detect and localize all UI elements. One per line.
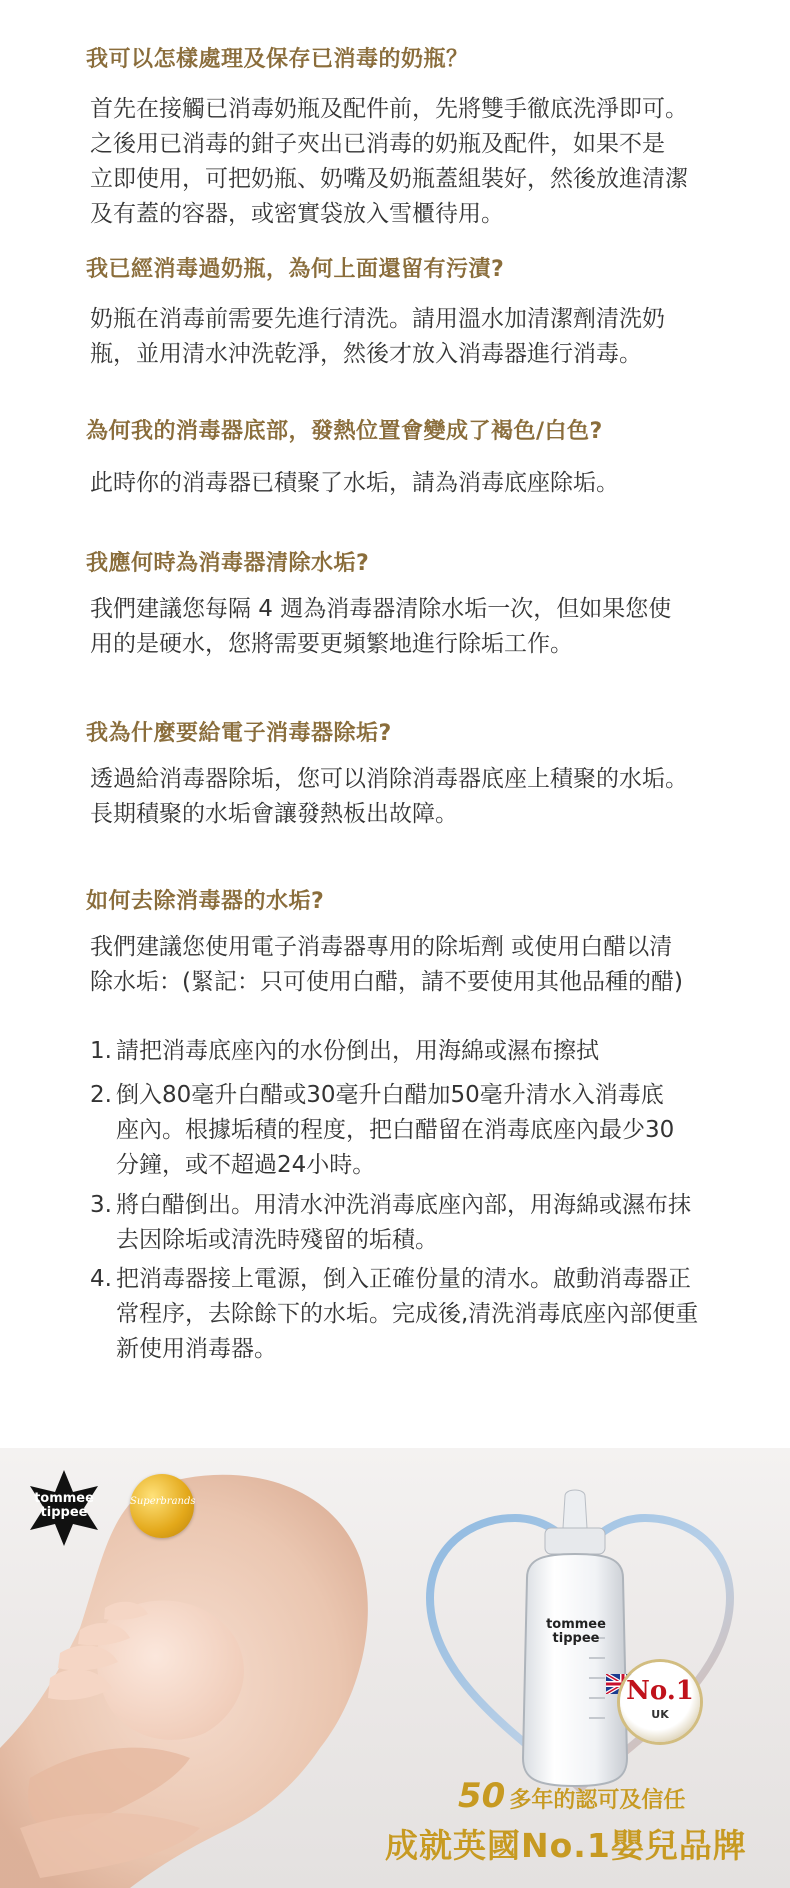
faq-answer-5: [90, 762, 730, 832]
faq-question-4: 我應何時為消毒器清除水垢?: [86, 551, 370, 576]
faq-answer-6: [90, 930, 730, 1000]
step-3: [90, 1188, 750, 1258]
answer-line: 此時你的消毒器已積聚了水垢，請為消毒底座除垢。: [90, 470, 619, 496]
no1-label: No.1: [626, 1676, 694, 1706]
superbrands-badge: [130, 1474, 194, 1538]
faq-answer-1: [90, 92, 730, 232]
no1-badge: [620, 1662, 700, 1742]
tagline-line-1: [458, 1776, 685, 1816]
brand-banner: [0, 1448, 790, 1888]
bottle-brand-logo: [536, 1618, 616, 1646]
superbrands-label: Superbrands: [130, 1496, 196, 1507]
step-line: 把消毒器接上電源，倒入正確份量的清水。啟動消毒器正: [116, 1266, 691, 1292]
step-line: 去因除垢或清洗時殘留的垢積。: [116, 1227, 438, 1253]
answer-line: 之後用已消毒的鉗子夾出已消毒的奶瓶及配件，如果不是: [90, 131, 665, 157]
step-line: 將白醋倒出。用清水沖洗消毒底座內部，用海綿或濕布抹: [116, 1192, 691, 1218]
step-line: 請把消毒底座內的水份倒出，用海綿或濕布擦拭: [116, 1038, 599, 1064]
step-line: 座內。根據垢積的程度，把白醋留在消毒底座內最少30: [116, 1117, 675, 1143]
answer-line: 首先在接觸已消毒奶瓶及配件前，先將雙手徹底洗淨即可。: [90, 96, 688, 122]
faq-answer-4: [90, 592, 730, 662]
answer-line: 奶瓶在消毒前需要先進行清洗。請用溫水加清潔劑清洗奶: [90, 306, 665, 332]
step-line: 常程序，去除餘下的水垢。完成後,清洗消毒底座內部便重: [116, 1301, 699, 1327]
answer-line: 我們建議您每隔 4 週為消毒器清除水垢一次，但如果您使: [90, 596, 672, 622]
answer-line: 瓶，並用清水沖洗乾淨，然後才放入消毒器進行消毒。: [90, 341, 642, 367]
uk-label: UK: [651, 1708, 669, 1721]
answer-line: 透過給消毒器除垢，您可以消除消毒器底座上積聚的水垢。: [90, 766, 688, 792]
step-number: 1.: [90, 1038, 112, 1064]
step-line: 新使用消毒器。: [116, 1336, 277, 1362]
faq-question-1: 我可以怎樣處理及保存已消毒的奶瓶？: [86, 47, 469, 72]
answer-line: 長期積聚的水垢會讓發熱板出故障。: [90, 801, 458, 827]
faq-question-6: 如何去除消毒器的水垢?: [86, 889, 325, 914]
answer-line: 除水垢：(緊記：只可使用白醋，請不要使用其他品種的醋): [90, 969, 683, 995]
brand-line-1: tommee: [34, 1491, 94, 1506]
answer-line: 我們建議您使用電子消毒器專用的除垢劑 或使用白醋以清: [90, 934, 673, 960]
step-line: 倒入80毫升白醋或30毫升白醋加50毫升清水入消毒底: [116, 1082, 664, 1108]
tagline-number: 50: [458, 1776, 506, 1816]
faq-answer-3: [90, 466, 730, 501]
brand-line-2: tippee: [40, 1505, 88, 1520]
tagline-text: 多年的認可及信任: [509, 1788, 686, 1813]
step-number: 3.: [90, 1192, 112, 1218]
faq-answer-2: [90, 302, 730, 372]
step-1: [90, 1034, 750, 1069]
faq-question-3: 為何我的消毒器底部，發熱位置會變成了褐色/白色?: [86, 419, 603, 444]
step-line: 分鐘，或不超過24小時。: [116, 1152, 376, 1178]
bottle-brand-line-2: tippee: [552, 1631, 600, 1646]
answer-line: 用的是硬水，您將需要更頻繁地進行除垢工作。: [90, 631, 573, 657]
bottle-brand-line-1: tommee: [546, 1617, 606, 1632]
answer-line: 立即使用，可把奶瓶、奶嘴及奶瓶蓋組裝好，然後放進清潔: [90, 166, 688, 192]
answer-line: 及有蓋的容器，或密實袋放入雪櫃待用。: [90, 201, 504, 227]
step-4: [90, 1262, 750, 1367]
step-number: 4.: [90, 1266, 112, 1292]
tagline-line-2: 成就英國No.1嬰兒品牌: [385, 1826, 747, 1865]
step-2: [90, 1078, 750, 1183]
step-number: 2.: [90, 1082, 112, 1108]
brand-logo-text: [24, 1492, 104, 1520]
faq-question-2: 我已經消毒過奶瓶，為何上面還留有污漬?: [86, 257, 505, 282]
faq-question-5: 我為什麼要給電子消毒器除垢?: [86, 721, 392, 746]
